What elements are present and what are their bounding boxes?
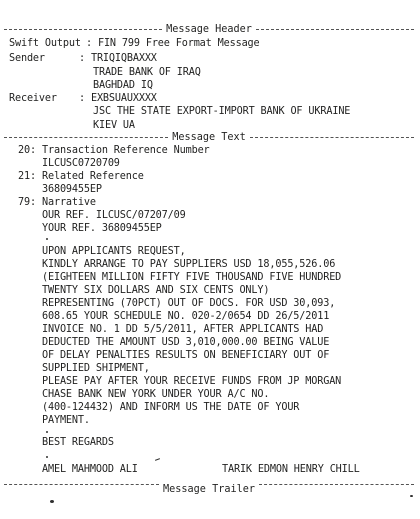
narrative-line: OF DELAY PENALTIES RESULTS ON BENEFICIARY OUT OF: [42, 350, 330, 361]
rule-dash: [259, 484, 414, 485]
narrative-line: (EIGHTEEN MILLION FIFTY FIVE THOUSAND FIVE HUNDRED: [42, 272, 342, 283]
field-79-our-ref: OUR REF. ILCUSC/07207/09: [42, 210, 186, 221]
narrative-line: (400-124432) AND INFORM US THE DATE OF YOUR: [42, 402, 300, 413]
narrative-line: REPRESENTING (70PCT) OUT OF DOCS. FOR USD 30,093,: [42, 298, 336, 309]
speck: [50, 500, 54, 503]
message-text-title: Message Text: [172, 131, 246, 143]
message-header-rule: [4, 23, 414, 35]
field-79-label: Narrative: [42, 197, 96, 208]
message-header-title: Message Header: [166, 23, 252, 35]
signatory-left: AMEL MAHMOOD ALI: [42, 464, 138, 475]
receiver-city: KIEV UA: [93, 120, 135, 131]
narrative-line: PLEASE PAY AFTER YOUR RECEIVE FUNDS FROM JP MORGAN: [42, 376, 342, 387]
narrative-line: KINDLY ARRANGE TO PAY SUPPLIERS USD 18,055,526.06: [42, 259, 336, 270]
speck: [155, 458, 160, 461]
receiver-bank: JSC THE STATE EXPORT-IMPORT BANK OF UKRAINE: [93, 106, 351, 117]
narrative-line: DEDUCTED THE AMOUNT USD 3,010,000.00 BEING VALUE: [42, 337, 330, 348]
speck: [410, 495, 413, 497]
narrative-line: TWENTY SIX DOLLARS AND SIX CENTS ONLY): [42, 285, 270, 296]
field-20-label: Transaction Reference Number: [42, 145, 210, 156]
swift-output-label: Swift Output: [9, 38, 81, 49]
field-21-label: Related Reference: [42, 171, 144, 182]
narrative-line: INVOICE NO. 1 DD 5/5/2011, AFTER APPLICANTS HAD: [42, 324, 324, 335]
closing-text: BEST REGARDS: [42, 437, 114, 448]
rule-dash: [250, 137, 414, 138]
swift-output-value: : FIN 799 Free Format Message: [86, 38, 260, 49]
speck: [46, 238, 48, 240]
rule-dash: [4, 484, 159, 485]
field-79-tag: 79:: [18, 197, 36, 208]
narrative-line: SUPPLIED SHIPMENT,: [42, 363, 150, 374]
narrative-line: CHASE BANK NEW YORK UNDER YOUR A/C NO.: [42, 389, 270, 400]
speck: [46, 456, 48, 458]
message-trailer-title: Message Trailer: [163, 483, 256, 495]
rule-dash: [4, 29, 162, 30]
narrative-line: PAYMENT.: [42, 415, 90, 426]
signatory-right: TARIK EDMON HENRY CHILL: [222, 464, 360, 475]
sender-city: BAGHDAD IQ: [93, 80, 153, 91]
message-trailer-rule: [4, 478, 414, 495]
field-79-your-ref: YOUR REF. 36809455EP: [42, 223, 162, 234]
rule-dash: [4, 137, 168, 138]
narrative-line: 608.65 YOUR SCHEDULE NO. 020-2/0654 DD 26/5/2011: [42, 311, 330, 322]
field-21-tag: 21:: [18, 171, 36, 182]
sender-label: Sender: [9, 53, 45, 64]
receiver-code: : EXBSUAUXXXX: [79, 93, 157, 104]
receiver-label: Receiver: [9, 93, 57, 104]
message-text-rule: [4, 131, 414, 143]
speck: [46, 431, 48, 433]
rule-dash: [256, 29, 414, 30]
field-21-value: 36809455EP: [42, 184, 102, 195]
narrative-line: UPON APPLICANTS REQUEST,: [42, 246, 186, 257]
field-20-value: ILCUSC0720709: [42, 158, 120, 169]
sender-bank: TRADE BANK OF IRAQ: [93, 67, 201, 78]
sender-code: : TRIQIQBAXXX: [79, 53, 157, 64]
field-20-tag: 20:: [18, 145, 36, 156]
